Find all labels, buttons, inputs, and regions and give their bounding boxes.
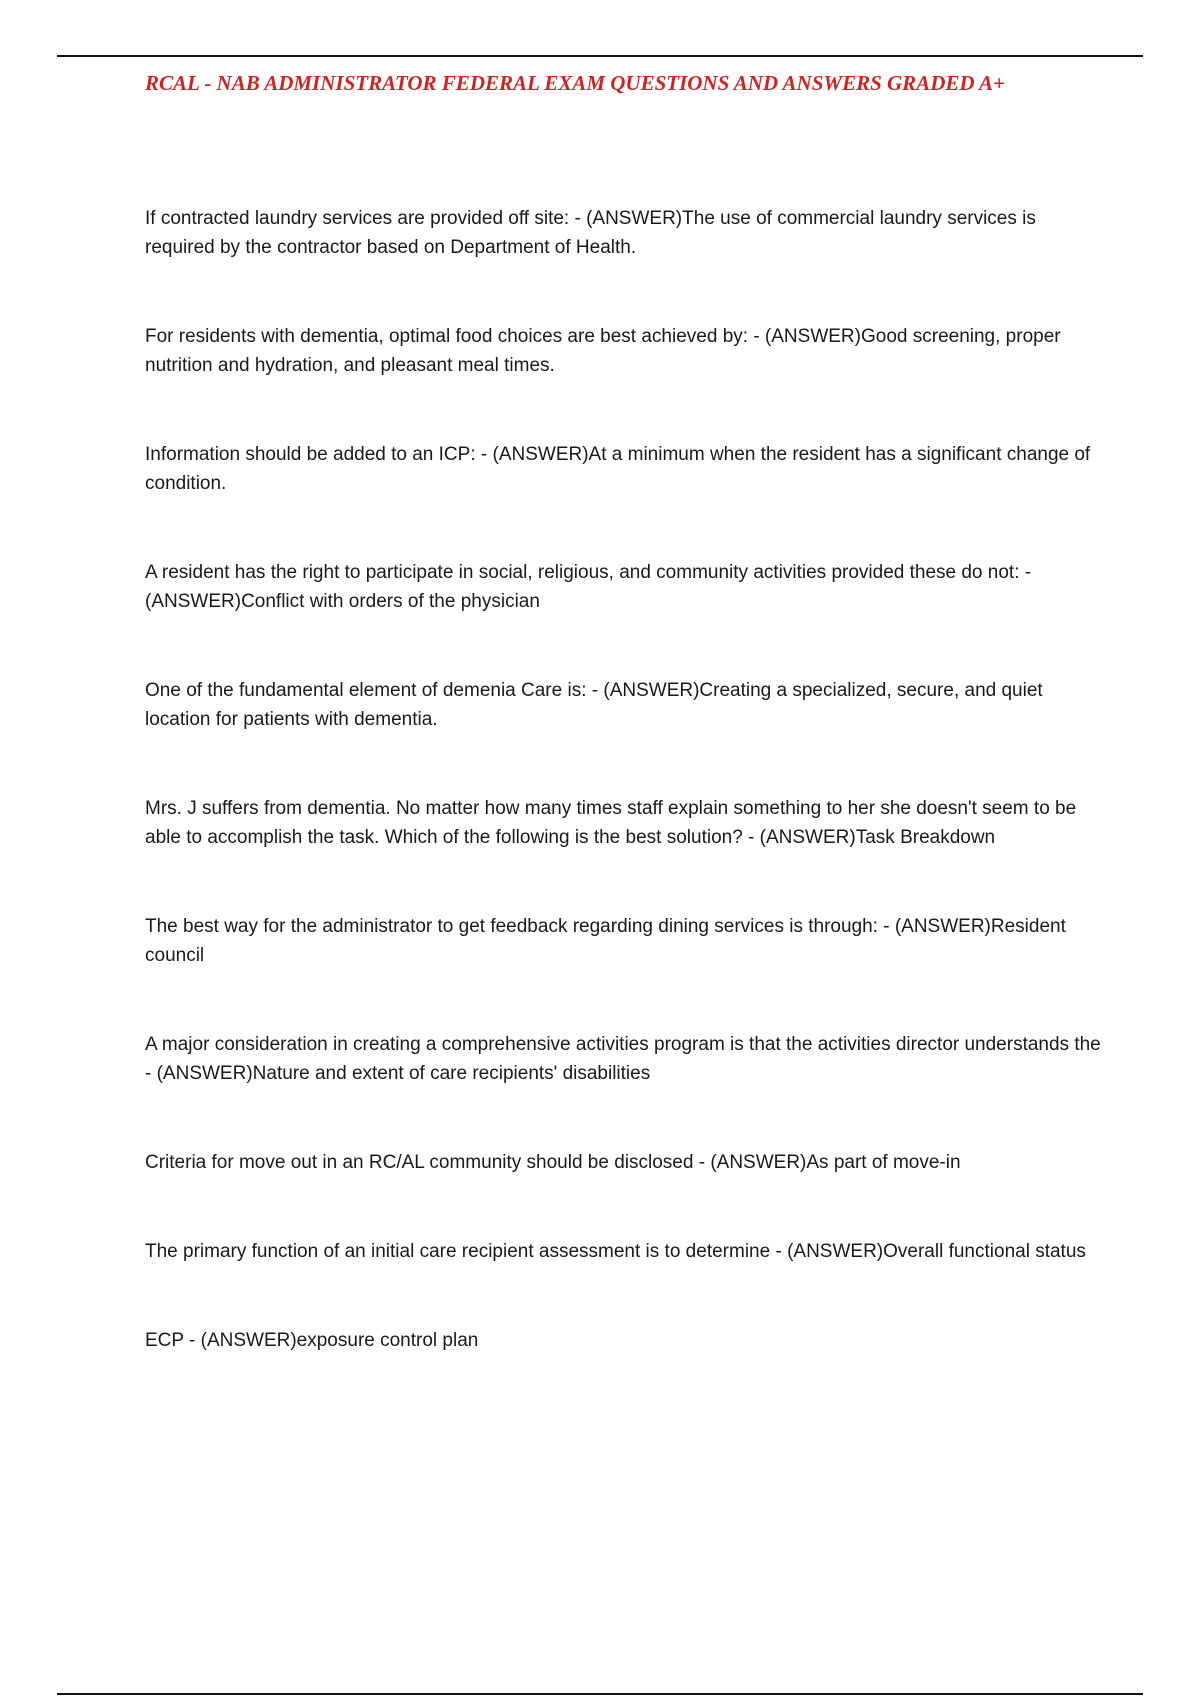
- question-text: For residents with dementia, optimal food choices are best achieved by:: [145, 326, 749, 347]
- answer-text: As part of move-in: [806, 1152, 961, 1173]
- question-text: A resident has the right to participate in social, religious, and community activities provided these do not:: [145, 562, 1020, 583]
- answer-text: exposure control plan: [296, 1330, 479, 1351]
- answer-text: The use of commercial laundry services is required by the contractor based on Department of Health.: [145, 208, 1036, 258]
- qa-item: A resident has the right to participate in social, religious, and community activities provided these do not: - (ANSWER)Conflict with orders of the physician: [145, 562, 1032, 612]
- qa-item: For residents with dementia, optimal food choices are best achieved by: - (ANSWER)Good screening, proper nutrition and hydration, and pleasant meal times.: [145, 326, 1061, 376]
- question-text: ECP: [145, 1330, 184, 1351]
- answer-text: Resident council: [145, 916, 1066, 966]
- answer-text: At a minimum when the resident has a significant change of condition.: [145, 444, 1091, 494]
- qa-item: One of the fundamental element of demenia Care is: - (ANSWER)Creating a specialized, secure, and quiet location for patients with dementia.: [145, 680, 1043, 730]
- answer-text: Task Breakdown: [855, 827, 996, 848]
- question-text: Mrs. J suffers from dementia. No matter how many times staff explain something to her she doesn't seem to be able to accomplish the task. Which of the following is the best solution?: [145, 798, 1077, 848]
- question-text: Criteria for move out in an RC/AL community should be disclosed: [145, 1152, 694, 1173]
- qa-item: Criteria for move out in an RC/AL community should be disclosed - (ANSWER)As part of move-in: [145, 1152, 961, 1173]
- qa-item: Information should be added to an ICP: - (ANSWER)At a minimum when the resident has a significant change of condition.: [145, 444, 1091, 494]
- qa-item: A major consideration in creating a comprehensive activities program is that the activities director understands the - (ANSWER)Nature and extent of care recipients' disabilities: [145, 1034, 1101, 1084]
- question-text: A major consideration in creating a comprehensive activities program is that the activities director understands the: [145, 1034, 1101, 1055]
- qa-item: The best way for the administrator to get feedback regarding dining services is through: - (ANSWER)Resident council: [145, 916, 1066, 966]
- qa-list: [145, 204, 1105, 1415]
- answer-text: Nature and extent of care recipients' disabilities: [252, 1063, 651, 1084]
- question-text: Information should be added to an ICP:: [145, 444, 476, 465]
- answer-text: Conflict with orders of the physician: [241, 591, 540, 612]
- qa-item: The primary function of an initial care recipient assessment is to determine - (ANSWER)Overall functional status: [145, 1241, 1086, 1262]
- qa-item: ECP - (ANSWER)exposure control plan: [145, 1330, 479, 1351]
- qa-item: Mrs. J suffers from dementia. No matter how many times staff explain something to her she doesn't seem to be able to accomplish the task. Which of the following is the best solution? - (ANSWER)Task Breakdown: [145, 798, 1077, 848]
- answer-text: Creating a specialized, secure, and quiet location for patients with dementia.: [145, 680, 1043, 730]
- question-text: The best way for the administrator to get feedback regarding dining services is through:: [145, 916, 878, 937]
- footer-divider: [57, 1693, 1143, 1695]
- question-text: If contracted laundry services are provided off site:: [145, 208, 570, 229]
- header-divider: [57, 55, 1143, 57]
- question-text: One of the fundamental element of demenia Care is:: [145, 680, 587, 701]
- question-text: The primary function of an initial care recipient assessment is to determine: [145, 1241, 771, 1262]
- document-title: RCAL - NAB ADMINISTRATOR FEDERAL EXAM QUESTIONS AND ANSWERS GRADED A+: [145, 71, 1005, 95]
- answer-text: Overall functional status: [883, 1241, 1086, 1262]
- answer-text: Good screening, proper nutrition and hydration, and pleasant meal times.: [145, 326, 1061, 376]
- qa-item: If contracted laundry services are provided off site: - (ANSWER)The use of commercial laundry services is required by the contractor based on Department of Health.: [145, 208, 1036, 258]
